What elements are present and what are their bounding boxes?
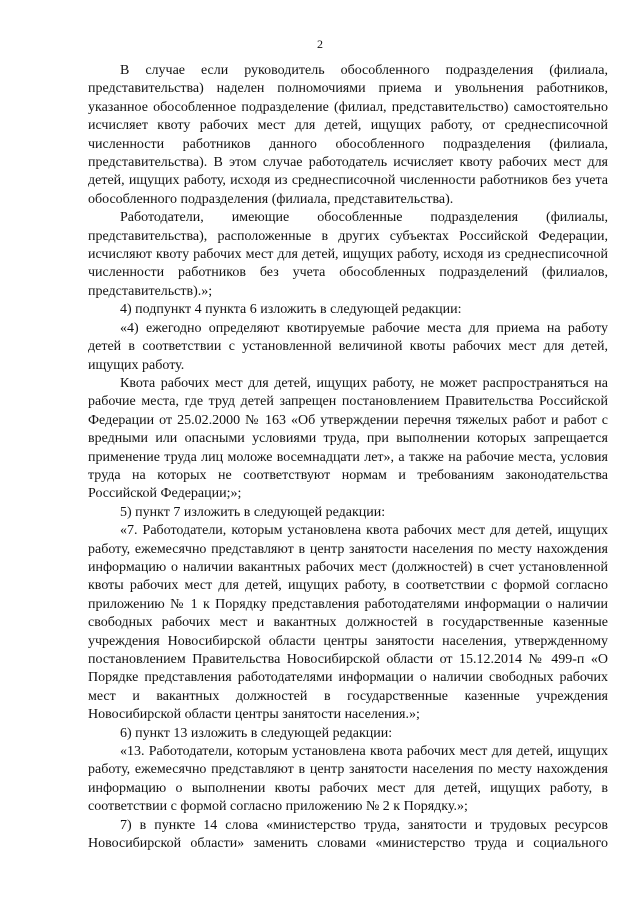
paragraph-other-regions: Работодатели, имеющие обособленные подразделения (филиалы, представительства), расположенные в других субъектах Российской Федерации, исчисляют квоту рабочих мест для детей, ищущих работу, исходя из среднесписочной численности работников без учета обособленных подразделений (филиалов, представительств).»;: [88, 210, 608, 299]
paragraph-quota-restriction: Квота рабочих мест для детей, ищущих работу, не может распространяться на рабочие места, где труд детей запрещен постановлением Правительства Российской Федерации от 25.02.2000 № 163 «Об утверждении перечня тяжелых работ и работ с вредными или опасными условиями труда, при выполнении которых запрещается применение труда лиц моложе восемнадцати лет», а также на рабочие места, условия труда на которых не соответствуют нормам и требованиям законодательства Российской Федерации;»;: [88, 375, 608, 502]
document-body: [88, 62, 608, 853]
paragraph-item-4-heading: 4) подпункт 4 пункта 6 изложить в следующей редакции:: [120, 302, 462, 318]
paragraph-item-6-heading: 6) пункт 13 изложить в следующей редакции:: [120, 725, 393, 741]
paragraph-item-7-text: «7. Работодатели, которым установлена квота рабочих мест для детей, ищущих работу, ежемесячно представляют в центр занятости населения по месту нахождения информацию о наличии вакантных рабочих мест (должностей) в счет установленной квоты рабочих мест для детей, ищущих работу, в соответствии с формой согласно приложению № 1 к Порядку представления работодателями информации о наличии свободных рабочих мест и вакантных должностей в государственные казенные учреждения Новосибирской области центры занятости населения, утвержденному постановлением Правительства Новосибирской области от 15.12.2014 № 499-п «О Порядке представления работодателями информации о наличии свободных рабочих мест и вакантных должностей в государственные казенные учреждения Новосибирской области центры занятости населения.»;: [88, 523, 608, 723]
paragraph-item-13-text: «13. Работодатели, которым установлена квота рабочих мест для детей, ищущих работу, ежемесячно представляют в центр занятости населения по месту нахождения информацию о выполнении квоты рабочих мест для детей, ищущих работу, в соответствии с формой согласно приложению № 2 к Порядку.»;: [88, 744, 608, 815]
paragraph-separate-unit-quota: В случае если руководитель обособленного подразделения (филиала, представительства) наделен полномочиями приема и увольнения работников, указанное обособленное подразделение (филиал, представительство) самостоятельно исчисляет квоту рабочих мест для детей, ищущих работу, от среднесписочной численности работников данного обособленного подразделения (филиала, представительства). В этом случае работодатель исчисляет квоту рабочих мест для детей, ищущих работу, исходя из среднесписочной численности работников без учета обособленного подразделения (филиала, представительства).: [88, 63, 608, 207]
paragraph-item-5-heading: 5) пункт 7 изложить в следующей редакции:: [120, 504, 386, 520]
paragraph-item-4-text: «4) ежегодно определяют квотируемые рабочие места для приема на работу детей в соответствии с установленной величиной квоты рабочих мест для детей, ищущих работу.: [88, 320, 608, 373]
page-number: 2: [317, 37, 323, 51]
paragraph-item-7-point-14: 7) в пункте 14 слова «министерство труда, занятости и трудовых ресурсов Новосибирской области» заменить словами «министерство труда и социального: [88, 817, 608, 852]
